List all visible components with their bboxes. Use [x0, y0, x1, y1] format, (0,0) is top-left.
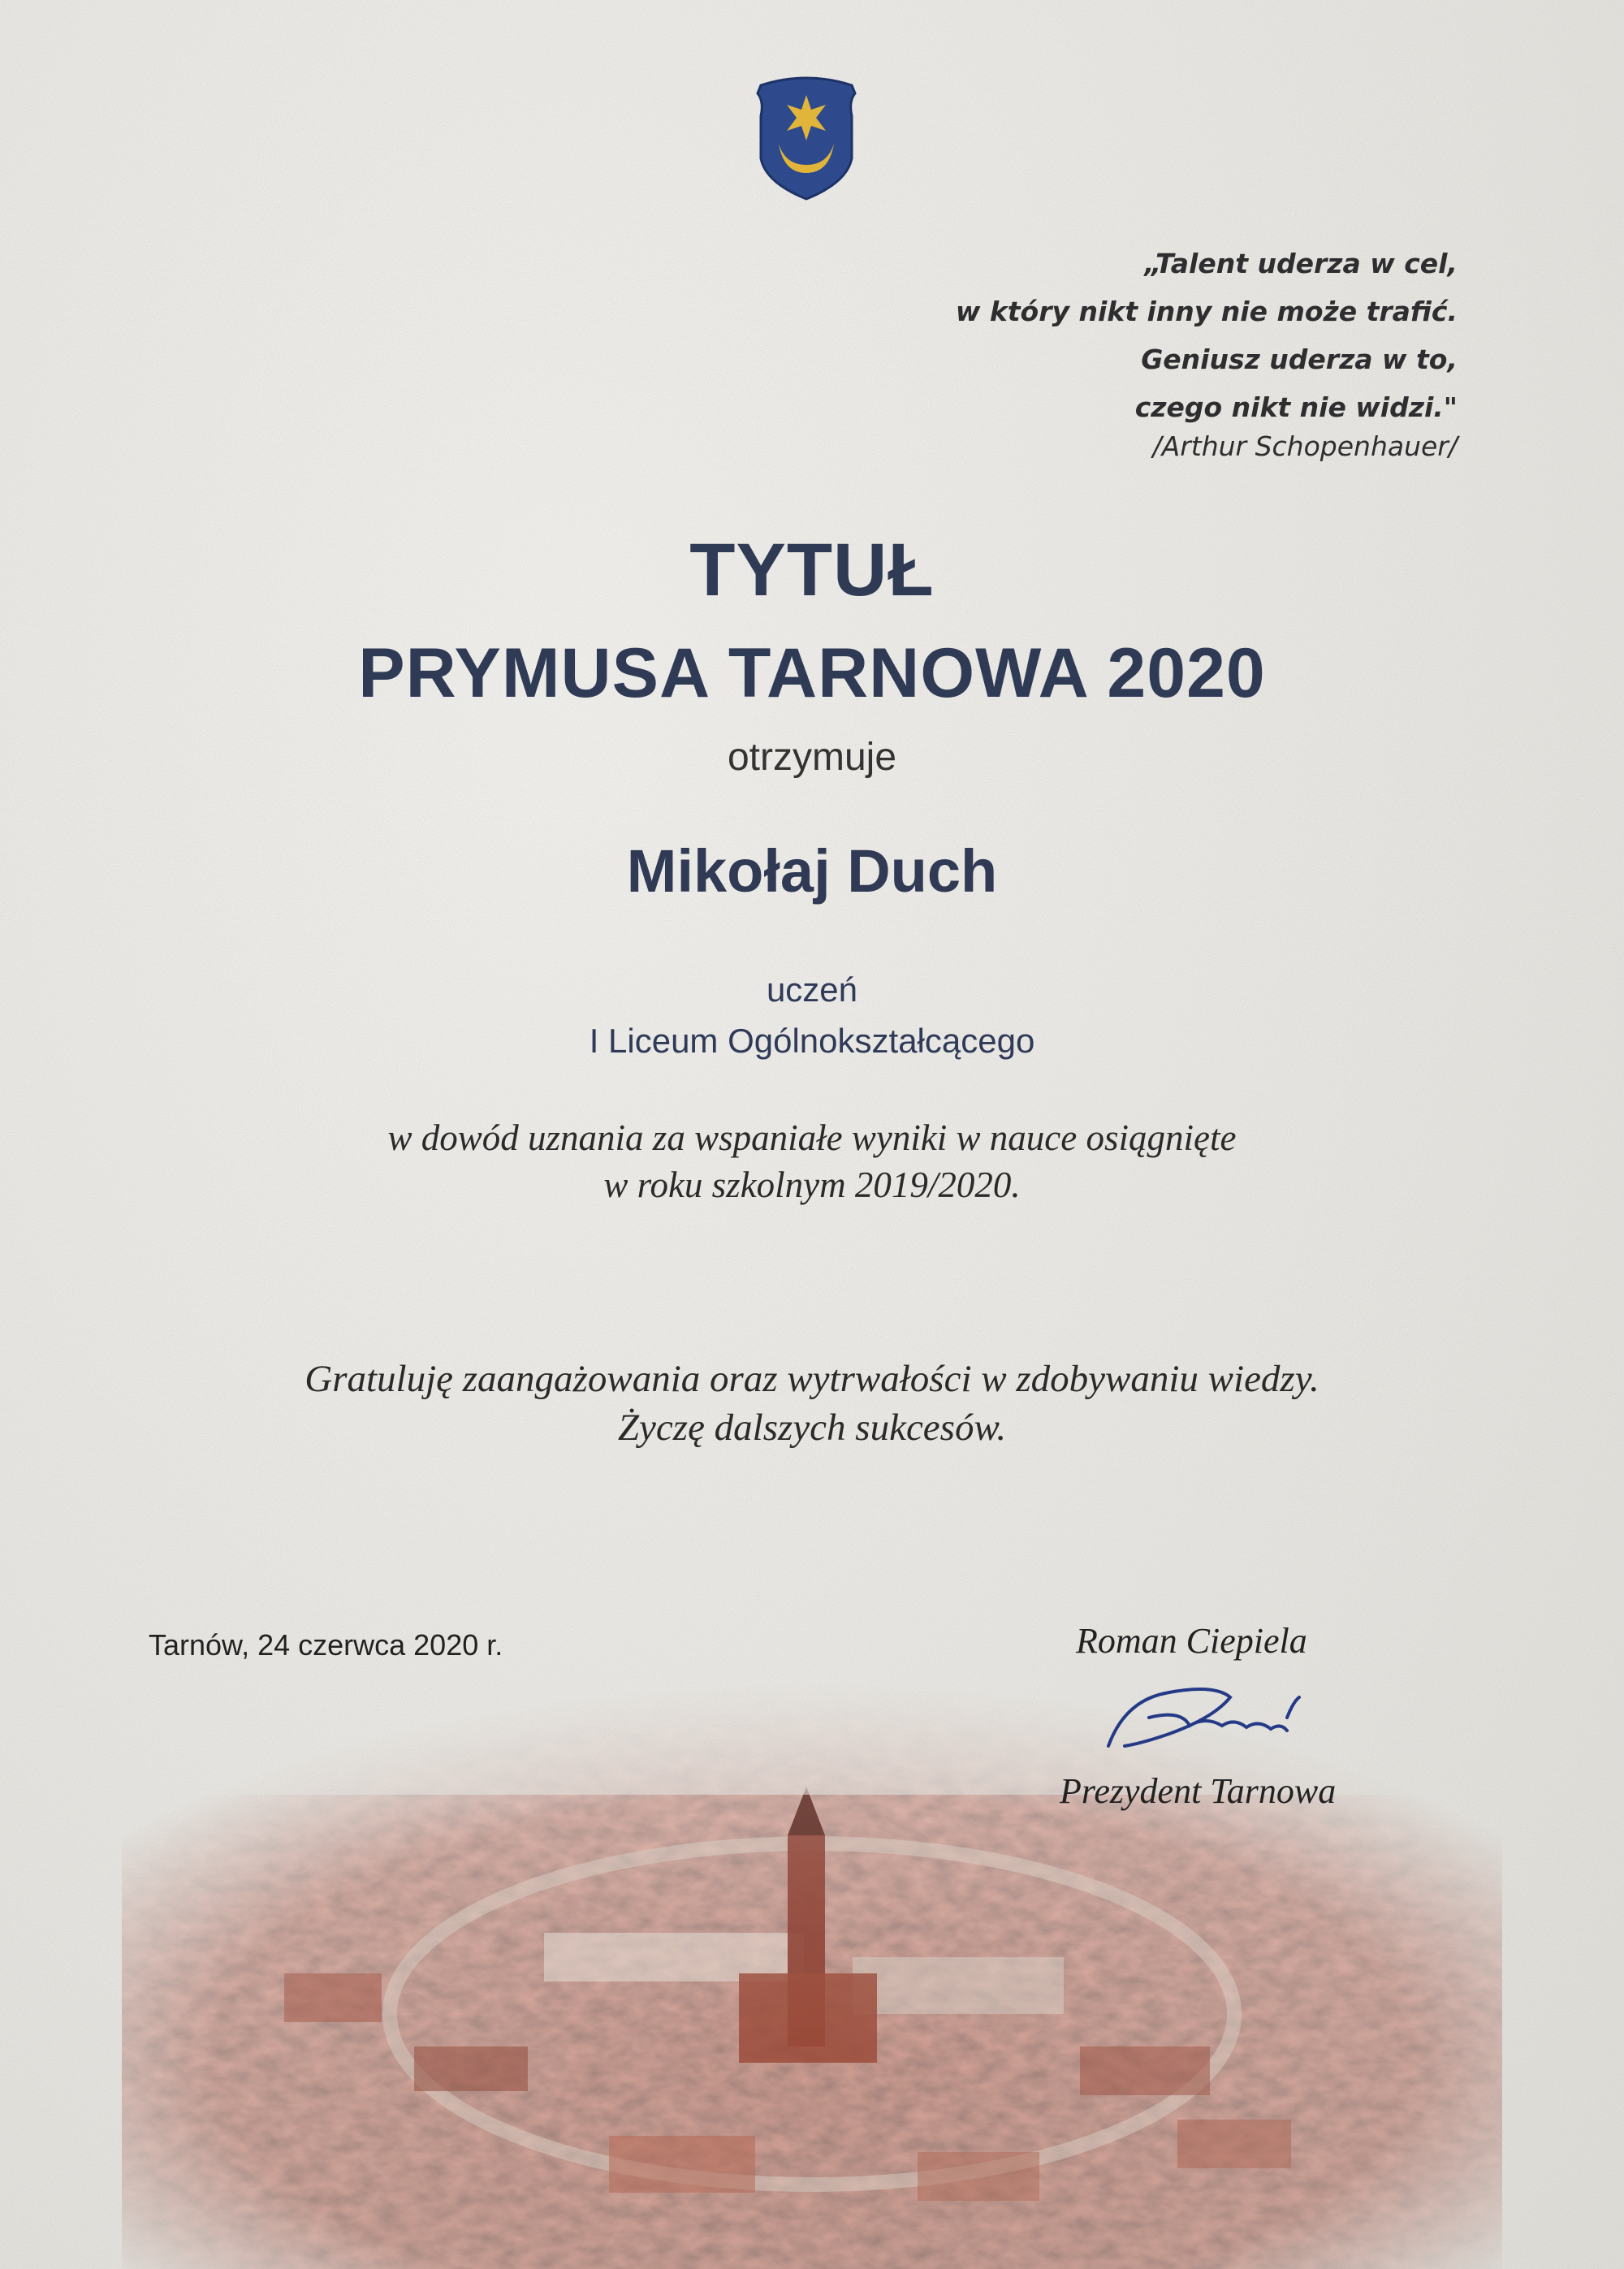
certificate-title-line1: TYTUŁ — [689, 529, 935, 612]
quote-block — [727, 240, 1458, 431]
quote-line: Geniusz uderza w to, — [1141, 344, 1458, 375]
recognition-line: w dowód uznania za wspaniałe wyniki w nauce osiągnięte — [387, 1117, 1237, 1158]
congratulations-line: Życzę dalszych sukcesów. — [617, 1407, 1007, 1449]
quote-line: „Talent uderza w cel, — [1144, 248, 1458, 279]
school-name: I Liceum Ogólnokształcącego — [589, 1022, 1035, 1060]
quote-line: czego nikt nie widzi." — [1134, 391, 1458, 423]
signer-title: Prezydent Tarnowa — [1060, 1771, 1337, 1811]
quote-line: w który nikt inny nie może trafić. — [955, 296, 1458, 327]
signer-name: Roman Ciepiela — [1076, 1621, 1307, 1661]
certificate-title-line2: PRYMUSA TARNOWA 2020 — [358, 634, 1266, 712]
city-coat-of-arms-icon — [751, 69, 862, 201]
recognition-text — [0, 1114, 1624, 1208]
receives-text: otrzymuje — [727, 736, 897, 779]
student-role: uczeń — [766, 970, 858, 1009]
handwritten-signature — [1092, 1669, 1360, 1766]
congratulations-text — [0, 1355, 1624, 1452]
quote-author: /Arthur Schopenhauer/ — [1152, 430, 1458, 462]
congratulations-line: Gratuluję zaangażowania oraz wytrwałości w zdobywaniu wiedzy. — [304, 1358, 1320, 1400]
recognition-line: w roku szkolnym 2019/2020. — [603, 1165, 1021, 1205]
place-date: Tarnów, 24 czerwca 2020 r. — [149, 1628, 503, 1662]
recipient-name: Mikołaj Duch — [626, 837, 998, 905]
